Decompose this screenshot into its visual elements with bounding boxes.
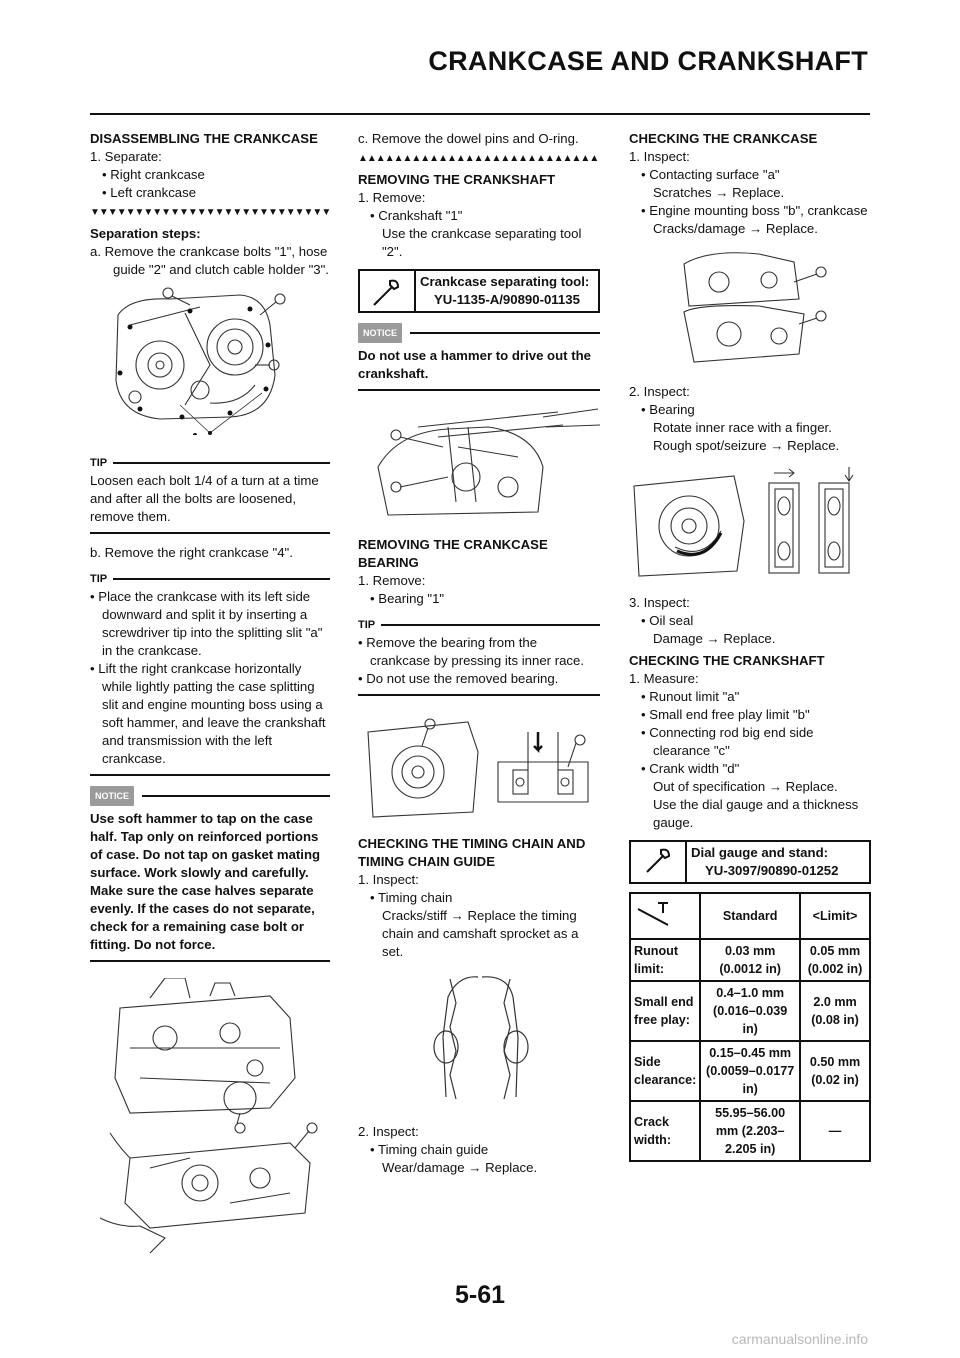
table-header-row <box>630 893 870 939</box>
column-2 <box>358 130 600 1177</box>
tip-label: TIP <box>358 619 376 631</box>
bullet-detail: Wear/damage → Replace. <box>382 1160 538 1175</box>
bullet: • Connecting rod big end side clearance "c" <box>641 725 814 758</box>
section-heading: DISASSEMBLING THE CRANKCASE <box>90 131 318 146</box>
subheading: Separation steps: <box>90 226 201 241</box>
bullet: • Small end free play limit "b" <box>641 707 810 722</box>
spec-limit: 2.0 mm (0.08 in) <box>800 981 870 1041</box>
notice-end-rule <box>90 960 330 962</box>
tool-part-number: YU-3097/90890-01252 <box>705 863 839 878</box>
spec-limit: 0.05 mm (0.002 in) <box>800 939 870 981</box>
tip-bullet: • Do not use the removed bearing. <box>358 671 559 686</box>
notice-header <box>90 786 330 806</box>
table-row <box>630 939 870 981</box>
tip-end-rule <box>90 532 330 534</box>
crankcase-bolts-figure <box>90 285 330 435</box>
bullet: • Oil seal <box>641 613 694 628</box>
column-header-limit: <Limit> <box>800 893 870 939</box>
tool-info <box>416 271 593 311</box>
bullet: • Contacting surface "a" <box>641 167 780 182</box>
bullet-detail: Out of specification → Replace. <box>653 779 838 794</box>
page-number: 5-61 <box>454 1281 506 1309</box>
step: c. Remove the dowel pins and O-ring. <box>358 131 579 146</box>
bullet: • Crank width "d" <box>641 761 740 776</box>
tip-end-rule <box>90 774 330 776</box>
bullet: • Timing chain guide <box>370 1142 489 1157</box>
step: 3. Inspect: <box>629 595 690 610</box>
tip-rule <box>113 462 330 464</box>
bullet-detail: Damage → Replace. <box>653 631 776 646</box>
tip-text: Loosen each bolt 1/4 of a turn at a time and after all the bolts are loosened, remove them. <box>90 473 319 524</box>
special-tool-box <box>358 269 600 313</box>
title-rule <box>90 113 870 115</box>
bullet-detail: Cracks/stiff → Replace the timing chain and camshaft sprocket as a set. <box>382 908 579 959</box>
notice-badge: NOTICE <box>358 323 402 343</box>
wrench-icon <box>360 271 416 311</box>
step: b. Remove the right crankcase "4". <box>90 545 293 560</box>
bullet: • Bearing "1" <box>370 591 445 606</box>
table-row <box>630 1101 870 1161</box>
section-heading: CHECKING THE CRANKSHAFT <box>629 653 825 668</box>
tip-label: TIP <box>90 573 108 585</box>
bearing-removal-figure <box>358 712 600 824</box>
bullet-detail: Scratches → Replace. <box>653 185 785 200</box>
step: 1. Inspect: <box>629 149 690 164</box>
tip-bullet: • Remove the bearing from the crankcase by pressing its inner race. <box>358 635 585 668</box>
bullet-detail: Rotate inner race with a finger. <box>653 420 832 435</box>
notice-badge: NOTICE <box>90 786 134 806</box>
section-heading: REMOVING THE CRANKCASE BEARING <box>358 537 548 570</box>
tip-rule <box>381 624 600 626</box>
spec-label: Small end free play: <box>630 981 700 1041</box>
watermark: carmanualsonline.info <box>731 1331 868 1347</box>
tool-info <box>687 842 842 882</box>
dial-gauge-icon <box>631 842 687 882</box>
tool-part-number: YU-1135-A/90890-01135 <box>434 292 580 307</box>
crankshaft-removal-figure <box>358 407 600 525</box>
steps-start-marker: ▼▼▼▼▼▼▼▼▼▼▼▼▼▼▼▼▼▼▼▼▼▼▼▼▼▼▼ <box>90 207 330 218</box>
tool-name: Crankcase separating tool: <box>420 274 590 289</box>
tip-bullet: • Place the crankcase with its left side downward and split it by inserting a screwdriver tip into the splitting slit "a" in the crankcase. <box>90 589 323 658</box>
bullet-detail: Cracks/damage → Replace. <box>653 221 818 236</box>
bullet: • Right crankcase <box>102 167 205 182</box>
crankcase-split-figure <box>90 978 330 1258</box>
tip-header <box>358 616 600 634</box>
step: a. Remove the crankcase bolts "1", hose guide "2" and clutch cable holder "3". <box>90 244 329 277</box>
notice-header <box>358 323 600 343</box>
bullet: • Timing chain <box>370 890 453 905</box>
notice-rule <box>410 332 600 334</box>
step: 1. Remove: <box>358 190 426 205</box>
spec-label: Crack width: <box>630 1101 700 1161</box>
bullet: • Left crankcase <box>102 185 197 200</box>
step: 2. Inspect: <box>358 1124 419 1139</box>
bullet: • Runout limit "a" <box>641 689 740 704</box>
step: 1. Inspect: <box>358 872 419 887</box>
bullet: • Crankshaft "1" <box>370 208 463 223</box>
tip-end-rule <box>358 694 600 696</box>
spec-standard: 0.15–0.45 mm (0.0059–0.0177 in) <box>700 1041 800 1101</box>
notice-text: Do not use a hammer to drive out the crankshaft. <box>358 348 592 381</box>
tip-header <box>90 570 330 588</box>
spec-standard: 0.03 mm (0.0012 in) <box>700 939 800 981</box>
bullet: • Engine mounting boss "b", crankcase <box>641 203 868 218</box>
step: 1. Remove: <box>358 573 426 588</box>
special-tool-box <box>629 840 871 884</box>
spec-limit: — <box>800 1101 870 1161</box>
tip-label: TIP <box>90 457 108 469</box>
column-1 <box>90 130 330 1269</box>
column-header-standard: Standard <box>700 893 800 939</box>
spec-limit: 0.50 mm (0.02 in) <box>800 1041 870 1101</box>
bullet-detail: Use the crankcase separating tool "2". <box>382 226 582 259</box>
tip-rule <box>113 578 330 580</box>
crankcase-inspection-figure <box>629 244 871 372</box>
spec-standard: 55.95–56.00 mm (2.203–2.205 in) <box>700 1101 800 1161</box>
page-title: CRANKCASE AND CRANKSHAFT <box>428 46 868 76</box>
step: 1. Measure: <box>629 671 699 686</box>
bearing-inspection-figure <box>629 461 871 583</box>
bullet: • Bearing <box>641 402 695 417</box>
table-row <box>630 1041 870 1101</box>
tip-bullet: • Lift the right crankcase horizontally while lightly patting the case splitting slit and engine mounting boss using a soft hammer, and leave the crankshaft and transmission with the left crankcase. <box>90 661 326 766</box>
spec-table <box>629 892 871 1162</box>
steps-end-marker: ▲▲▲▲▲▲▲▲▲▲▲▲▲▲▲▲▲▲▲▲▲▲▲▲▲▲▲ <box>358 153 599 164</box>
bullet-detail: Rough spot/seizure → Replace. <box>653 438 840 453</box>
tool-name: Dial gauge and stand: <box>691 845 829 860</box>
bullet-detail: Use the dial gauge and a thickness gauge. <box>653 797 859 830</box>
spec-label: Side clearance: <box>630 1041 700 1101</box>
step: 1. Separate: <box>90 149 162 164</box>
notice-text: Use soft hammer to tap on the case half. Tap only on reinforced portions of case. Do not tap on gasket mating surface. Work slowly and carefully. Make sure the case halves separate evenly. If the cases do not separate, check for a remaining case bolt or fitting. Do not force. <box>90 811 321 952</box>
section-heading: CHECKING THE TIMING CHAIN AND TIMING CHAIN GUIDE <box>358 836 586 869</box>
tip-header <box>90 454 330 472</box>
section-heading: REMOVING THE CRANKSHAFT <box>358 172 556 187</box>
spec-standard: 0.4–1.0 mm (0.016–0.039 in) <box>700 981 800 1041</box>
notice-rule <box>142 795 330 797</box>
notice-end-rule <box>358 389 600 391</box>
timing-chain-figure <box>358 967 600 1112</box>
spec-label: Runout limit: <box>630 939 700 981</box>
caliper-icon <box>630 893 700 939</box>
step: 2. Inspect: <box>629 384 690 399</box>
column-3 <box>629 130 871 1162</box>
table-row <box>630 981 870 1041</box>
section-heading: CHECKING THE CRANKCASE <box>629 131 818 146</box>
